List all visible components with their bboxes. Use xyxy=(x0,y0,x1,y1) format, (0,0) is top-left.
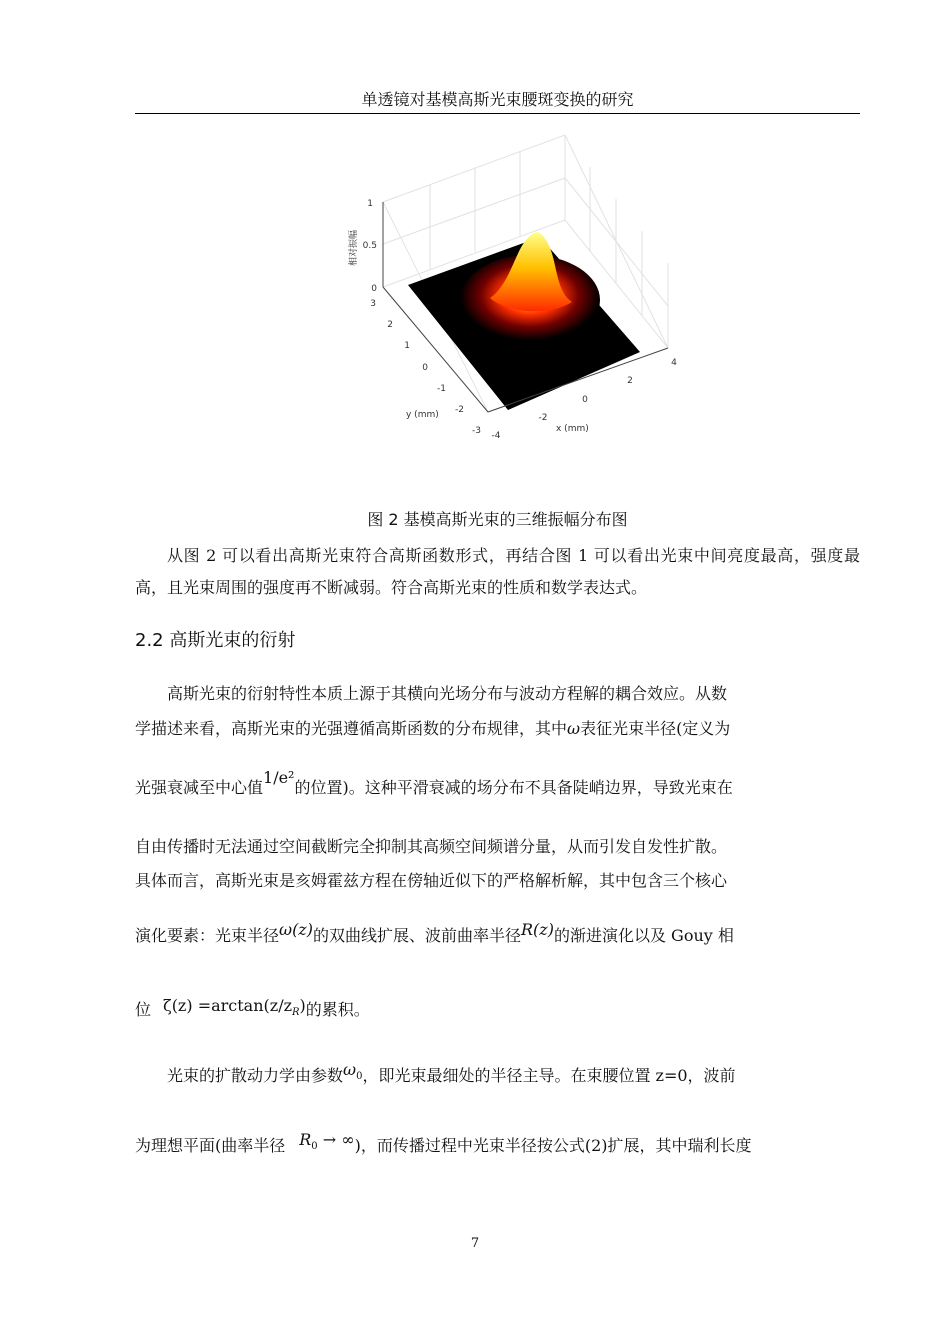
y-tick: 3 xyxy=(370,299,376,309)
r0-main: R xyxy=(299,1130,312,1149)
x-tick: 4 xyxy=(671,358,677,368)
z-tick: 0.5 xyxy=(362,241,377,251)
x-tick: -2 xyxy=(538,413,548,423)
gouy-phase-formula xyxy=(163,996,306,1019)
y-tick: 1 xyxy=(404,341,410,351)
omega0-main: ω xyxy=(343,1060,357,1079)
text: 的累积。 xyxy=(305,1000,370,1019)
gouy-formula-main: ζ(z) =arctan(z/z xyxy=(163,996,293,1015)
header-rule xyxy=(135,113,860,114)
x-tick: -4 xyxy=(491,431,501,440)
section-heading: 2.2 高斯光束的衍射 xyxy=(135,630,296,651)
para3-line-1 xyxy=(135,1060,860,1095)
page-number: 7 xyxy=(470,1236,480,1251)
text: 的双曲线扩展、波前曲率半径 xyxy=(312,926,521,945)
omega-symbol: ω xyxy=(567,719,581,738)
gaussian-3d-figure xyxy=(340,130,700,440)
y-axis-label: y (mm) xyxy=(406,410,439,420)
omega0-subscript: 0 xyxy=(356,1071,363,1083)
x-tick: 2 xyxy=(627,376,633,386)
para3-line-2 xyxy=(135,1130,860,1165)
figure-caption: 图 2 基模高斯光束的三维振幅分布图 xyxy=(367,510,628,529)
para2-line-4: 自由传播时无法通过空间截断完全抑制其高频空间频谱分量，从而引发自发性扩散。 xyxy=(135,837,728,856)
z-tick: 1 xyxy=(367,199,373,209)
y-tick: -3 xyxy=(472,426,481,436)
text: 位 xyxy=(135,1000,152,1019)
r0-infinity-formula xyxy=(299,1130,355,1153)
para2-line-3 xyxy=(135,768,860,800)
gouy-formula-subscript: R xyxy=(292,1007,300,1019)
y-tick: 0 xyxy=(422,363,428,373)
text: 光束的扩散动力学由参数 xyxy=(167,1066,344,1085)
text: ，即光束最细处的半径主导。在束腰位置 z=0，波前 xyxy=(362,1066,736,1085)
y-tick: 2 xyxy=(387,320,393,330)
x-tick: 0 xyxy=(582,395,588,405)
text: 的位置)。这种平滑衰减的场分布不具备陡峭边界，导致光束在 xyxy=(294,778,733,797)
text: 光强衰减至中心值 xyxy=(135,778,264,797)
running-header: 单透镜对基模高斯光束腰斑变换的研究 xyxy=(361,90,634,109)
para2-line-7 xyxy=(135,998,860,1029)
gouy-formula-close: ) xyxy=(299,996,306,1015)
omega0-symbol xyxy=(343,1060,363,1083)
z-tick: 0 xyxy=(371,284,377,294)
text: 学描述来看，高斯光束的光强遵循高斯函数的分布规律，其中 xyxy=(135,719,568,738)
text: )，而传播过程中光束半径按公式(2)扩展，其中瑞利长度 xyxy=(354,1136,752,1155)
figure-svg xyxy=(340,130,700,440)
r-z-formula: R(z) xyxy=(521,920,554,939)
text: 为理想平面(曲率半径 xyxy=(135,1136,286,1155)
arrow-infinity: → ∞ xyxy=(322,1130,355,1149)
text: 的渐进演化以及 Gouy 相 xyxy=(553,926,734,945)
r0-subscript: 0 xyxy=(311,1141,318,1153)
para2-line-2 xyxy=(135,717,860,741)
para2-line-5: 具体而言，高斯光束是亥姆霍兹方程在傍轴近似下的严格解析解，其中包含三个核心 xyxy=(135,871,728,890)
x-axis-label: x (mm) xyxy=(556,424,589,434)
text: 表征光束半径(定义为 xyxy=(580,719,731,738)
text: 演化要素：光束半径 xyxy=(135,926,280,945)
y-tick: -2 xyxy=(455,405,464,415)
omega-z-formula: ω(z) xyxy=(279,920,313,939)
one-over-e2-formula: 1/e² xyxy=(263,768,295,787)
paragraph-1 xyxy=(135,540,860,604)
paragraph-1-text: 从图 2 可以看出高斯光束符合高斯函数形式，再结合图 1 可以看出光束中间亮度最高，强度最高，且光束周围的强度再不断减弱。符合高斯光束的性质和数学表达式。 xyxy=(135,546,860,597)
y-tick: -1 xyxy=(437,384,446,394)
para2-line-1: 高斯光束的衍射特性本质上源于其横向光场分布与波动方程解的耦合效应。从数 xyxy=(167,684,728,703)
z-axis-label: 相对振幅 xyxy=(349,229,359,267)
para2-line-6 xyxy=(135,920,860,948)
